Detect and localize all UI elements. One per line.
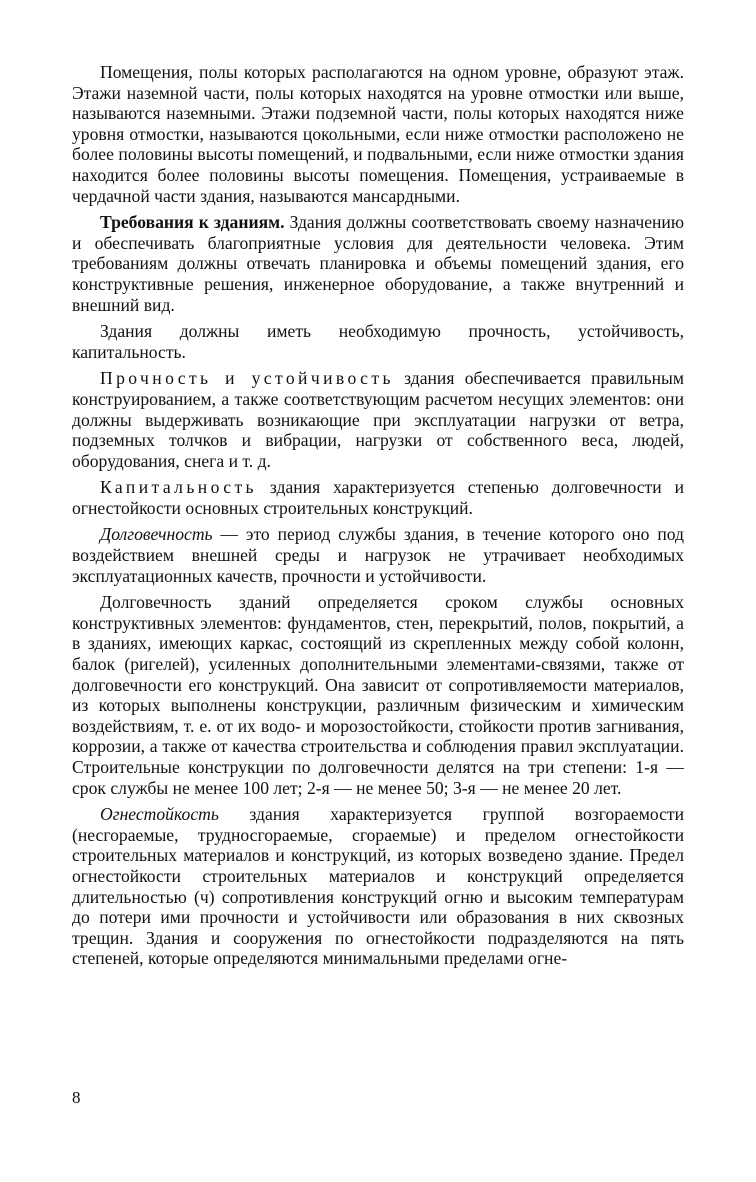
paragraph-text: Здания должны соответствовать своему назначению и обеспечивать благоприятные условия для деятельности человека. Этим требованиям должны отвечать планировка и объемы помещений здания, его конструктивные решения, инженерное оборудование, а также внутренний и внешний вид.	[72, 212, 684, 315]
paragraph-building-requirements	[72, 212, 684, 315]
paragraph-text: — это период службы здания, в течение которого оно под воздействием внешней среды и нагрузок не утрачивает необходимых эксплуатационных качеств, прочности и устойчивости.	[72, 524, 684, 586]
paragraph-text: Помещения, полы которых располагаются на одном уровне, образуют этаж. Этажи наземной части, полы которых находятся на уровне отмостки или выше, называются наземными. Этажи подземной части, полы которых находятся ниже уровня отмостки, называются цокольными, если ниже отмостки расположено не более половины высоты помещений, и подвальными, если ниже отмостки здания находится более половины высоты помещения. Помещения, устраиваемые в чердачной части здания, называются мансардными.	[72, 62, 684, 206]
paragraph-text: здания характеризуется степенью долговечности и огнестойкости основных строительных конструкций.	[72, 477, 684, 518]
section-heading: Требования к зданиям.	[100, 212, 285, 233]
paragraph-text: Долговечность зданий определяется сроком службы основных конструктивных элементов: фундаментов, стен, перекрытий, полов, покрытий, а в зданиях, имеющих каркас, состоящий из скрепленных между собой колонн, балок (ригелей), усиленных дополнительными элементами-связями, также от долговечности его конструкций. Она зависит от сопротивляемости материалов, из которых выполнены конструкции, различным физическим и химическим воздействиям, т. е. от их водо- и морозостойкости, стойкости против загнивания, коррозии, а также от качества строительства и соблюдения правил эксплуатации. Строительные конструкции по долговечности делятся на три степени: 1-я — срок службы не менее 100 лет; 2-я — не менее 50; 3-я — не менее 20 лет.	[72, 592, 684, 798]
paragraph-floors	[72, 62, 684, 206]
italic-term: Огнестойкость	[100, 804, 219, 825]
spaced-term: Прочность и устойчивость	[100, 368, 394, 389]
paragraph-strength-summary	[72, 321, 684, 362]
paragraph-durability-details	[72, 592, 684, 798]
page-body	[72, 62, 684, 975]
paragraph-capitality	[72, 477, 684, 518]
page-number: 8	[72, 1088, 81, 1107]
paragraph-text: Здания должны иметь необходимую прочность, устойчивость, капитальность.	[72, 321, 684, 362]
paragraph-durability-definition	[72, 524, 684, 586]
paragraph-fire-resistance	[72, 804, 684, 969]
paragraph-text: здания обеспечивается правильным конструированием, а также соответствующим расчетом несущих элементов: они должны выдерживать возникающие при эксплуатации нагрузки от ветра, подземных толчков и вибрации, нагрузки от собственного веса, людей, оборудования, снега и т. д.	[72, 368, 684, 471]
paragraph-strength-stability	[72, 368, 684, 471]
paragraph-text: здания характеризуется группой возгораемости (несгораемые, трудносгораемые, сгораемые) и пределом огнестойкости строительных материалов и конструкций, из которых возведено здание. Предел огнестойкости строительных материалов и конструкций определяется длительностью (ч) сопротивления конструкций огню и высоким температурам до потери ими прочности и устойчивости или образования в них сквозных трещин. Здания и сооружения по огнестойкости подразделяются на пять степеней, которые определяются минимальными пределами огне-	[72, 804, 684, 969]
italic-term: Долговечность	[100, 524, 213, 545]
spaced-term: Капитальность	[100, 477, 257, 498]
